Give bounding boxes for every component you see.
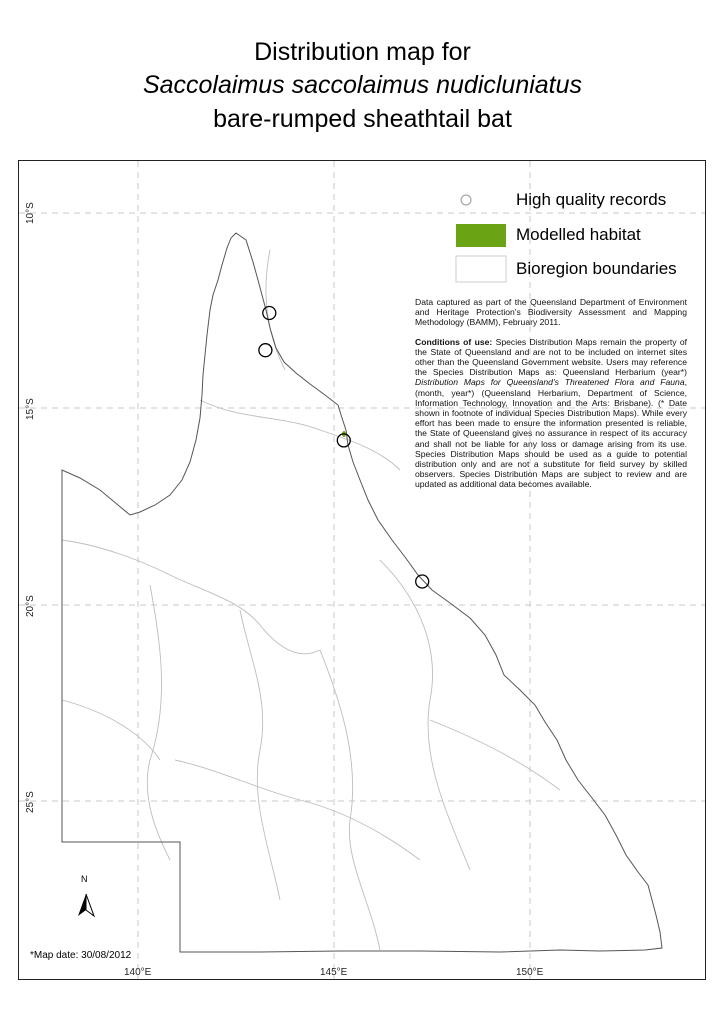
notes-conditions-part1: Species Distribution Maps remain the property of the State of Queensland and are not to be included on internet sites other than the Queensland Government website. Users may reference the Species Distribution Maps as: Queensland Herbarium (year*) xyxy=(415,336,687,378)
record-layer xyxy=(259,307,429,589)
legend-label-records: High quality records xyxy=(516,190,667,209)
lon-tick-145: 145°E xyxy=(320,967,348,978)
north-arrow-icon xyxy=(78,894,94,916)
lat-tick-10: 10°S xyxy=(25,202,36,224)
title-common-name: bare-rumped sheathtail bat xyxy=(213,105,512,133)
notes-conditions-heading: Conditions of use: xyxy=(415,336,493,347)
legend-bioregion-swatch xyxy=(456,256,506,282)
legend-label-habitat: Modelled habitat xyxy=(516,225,641,244)
legend-label-bioregions: Bioregion boundaries xyxy=(516,259,677,278)
legend-record-symbol xyxy=(461,195,471,205)
lat-tick-15: 15°S xyxy=(25,398,36,420)
title-line-1: Distribution map for xyxy=(254,38,471,66)
notes-data-captured: Data captured as part of the Queensland Department of Environment and Heritage Protection's Biodiversity Assessment and Mapping Methodology (BAMM), February 2011. xyxy=(415,297,687,328)
map-notes xyxy=(415,297,687,499)
lon-tick-150: 150°E xyxy=(516,967,544,978)
notes-conditions-italic: Distribution Maps for Queensland's Threatened Flora and Fauna xyxy=(415,377,685,388)
legend-habitat-swatch xyxy=(456,224,506,247)
lat-tick-25: 25°S xyxy=(25,791,36,813)
lon-tick-140: 140°E xyxy=(124,967,152,978)
record-marker-1 xyxy=(263,307,276,320)
record-marker-2 xyxy=(259,344,272,357)
lat-tick-20: 20°S xyxy=(25,595,36,617)
map-date: *Map date: 30/08/2012 xyxy=(30,950,132,961)
graticule xyxy=(19,161,705,979)
record-marker-4 xyxy=(416,575,429,588)
notes-conditions-part2: , (month, year*) (Queensland Herbarium, Department of Science, Information Technology, Innovation and the Arts: Brisbane). (* Date shown in footnote of individual Species Distribution Maps). While every effort has been made to ensure the information presented is reliable, the State of Queensland gives no assurance in respect of its accuracy and shall not be liable for any loss or damage arising from its use. Species Distribution Maps should be used as a guide to potential distribution only and are not a substitute for field survey by skilled observers. Species Distribution Maps are subject to review and are updated as additional data becomes available. xyxy=(415,377,687,490)
title-species-name: Saccolaimus saccolaimus nudicluniatus xyxy=(142,71,583,99)
notes-conditions xyxy=(415,337,687,490)
north-label: N xyxy=(81,874,88,884)
